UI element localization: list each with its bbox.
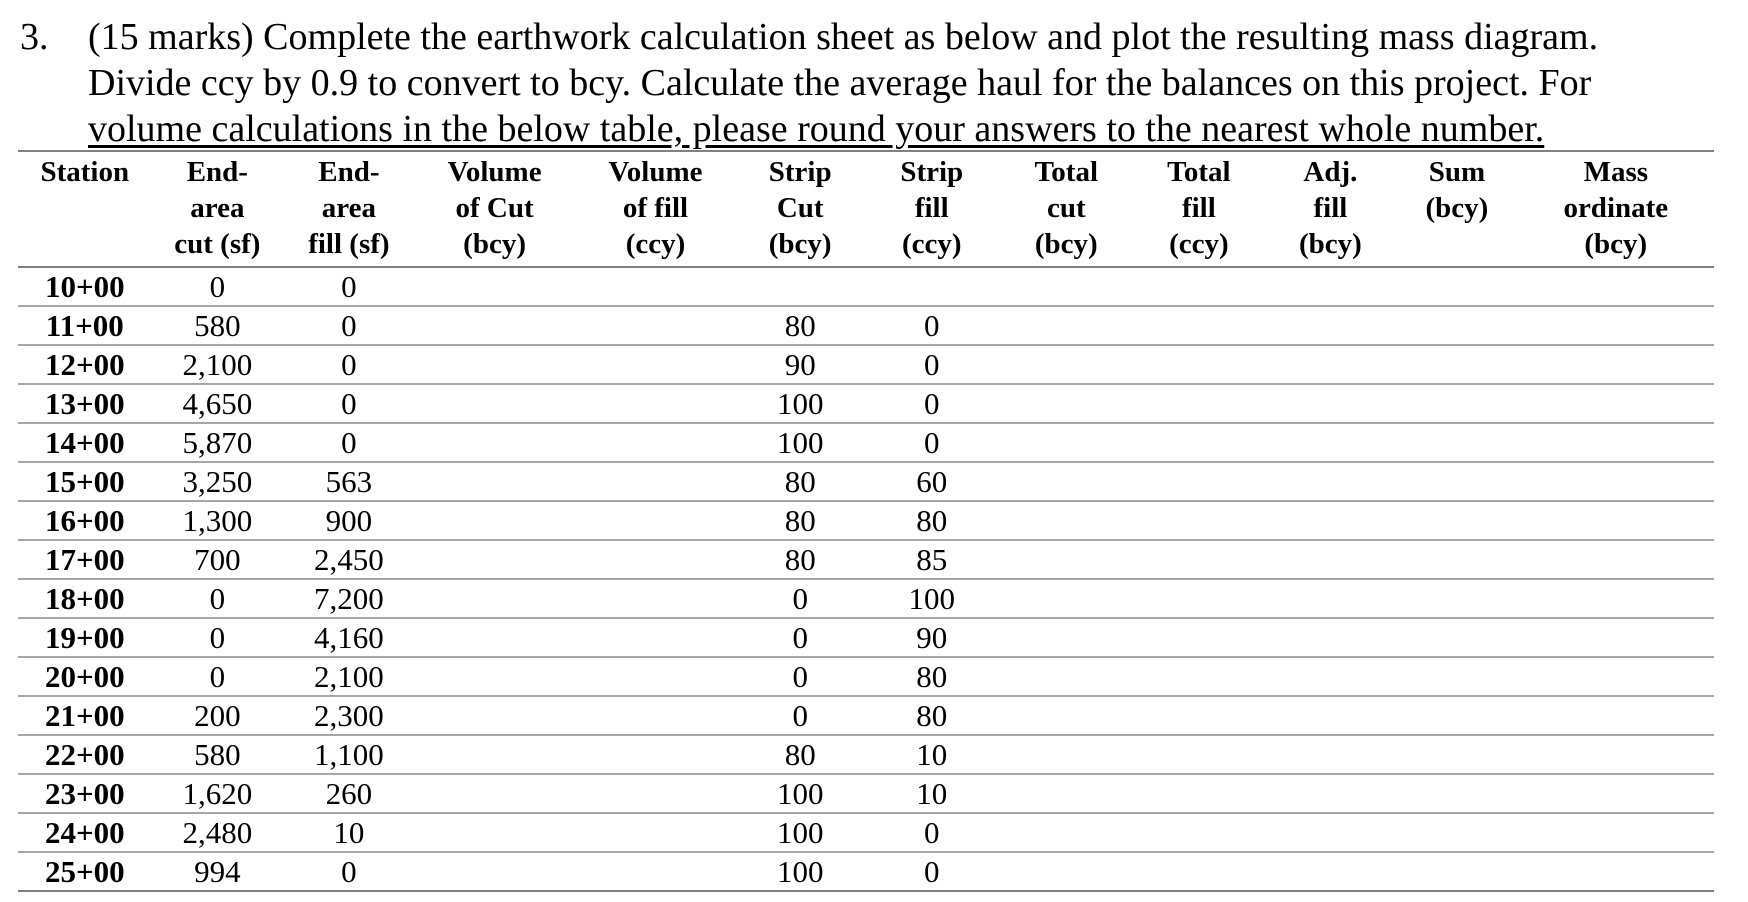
volume-cut-cell: [415, 501, 575, 540]
mass-ordinate-cell: [1518, 813, 1714, 852]
volume-cut-cell: [415, 423, 575, 462]
volume-fill-cell: [575, 306, 737, 345]
strip-cut-cell: 0: [736, 696, 864, 735]
adj-fill-cell: [1265, 813, 1397, 852]
table-body: [18, 267, 1714, 891]
volume-cut-cell: [415, 462, 575, 501]
header-text: Sum: [1428, 156, 1486, 188]
total-cut-cell: [1000, 852, 1134, 891]
header-text: fill: [914, 192, 949, 224]
total-fill-cell: [1133, 735, 1265, 774]
station-cell: 20+00: [18, 657, 152, 696]
end-area-cut-cell: 0: [152, 657, 284, 696]
end-area-fill-cell: 563: [283, 462, 415, 501]
strip-cut-cell: 80: [736, 735, 864, 774]
volume-cut-cell: [415, 735, 575, 774]
mass-ordinate-cell: [1518, 462, 1714, 501]
total-cut-cell: [1000, 657, 1134, 696]
total-fill-cell: [1133, 306, 1265, 345]
header-text: (bcy): [768, 228, 832, 260]
sum-cell: [1396, 657, 1517, 696]
end-area-fill-cell: 0: [283, 345, 415, 384]
question-line: (15 marks) Complete the earthwork calculation sheet as below and plot the resulting mass diagram.: [88, 16, 1599, 58]
end-area-cut-cell: 0: [152, 618, 284, 657]
header-text: Adj.: [1303, 156, 1358, 188]
strip-cut-cell: 80: [736, 540, 864, 579]
station-cell: 13+00: [18, 384, 152, 423]
total-cut-cell: [1000, 462, 1134, 501]
volume-cut-cell: [415, 306, 575, 345]
total-cut-cell: [1000, 345, 1134, 384]
sum-cell: [1396, 345, 1517, 384]
end-area-fill-cell: 7,200: [283, 579, 415, 618]
mass-ordinate-cell: [1518, 735, 1714, 774]
end-area-cut-cell: 0: [152, 579, 284, 618]
header-text: Strip: [768, 156, 832, 188]
end-area-cut-cell: 2,480: [152, 813, 284, 852]
strip-fill-cell: 0: [864, 384, 1000, 423]
table-row: [18, 579, 1714, 618]
sum-cell: [1396, 618, 1517, 657]
strip-cut-cell: 90: [736, 345, 864, 384]
strip-cut-cell: 80: [736, 462, 864, 501]
end-area-fill-cell: 0: [283, 384, 415, 423]
header-text: Station: [40, 156, 130, 188]
earthwork-calculation-table: [18, 150, 1714, 892]
volume-fill-cell: [575, 618, 737, 657]
strip-fill-cell: 0: [864, 813, 1000, 852]
strip-cut-cell: 100: [736, 813, 864, 852]
table-row: [18, 345, 1714, 384]
table-row: [18, 618, 1714, 657]
total-cut-cell: [1000, 501, 1134, 540]
table-row: [18, 657, 1714, 696]
header-text: area: [321, 192, 376, 224]
end-area-cut-cell: 580: [152, 735, 284, 774]
header-text: Volume: [447, 156, 542, 188]
end-area-fill-cell: 0: [283, 852, 415, 891]
end-area-cut-cell: 4,650: [152, 384, 284, 423]
total-fill-cell: [1133, 618, 1265, 657]
header-text: Cut: [776, 192, 824, 224]
header-total-cut: [1000, 151, 1134, 267]
adj-fill-cell: [1265, 267, 1397, 306]
strip-cut-cell: 0: [736, 579, 864, 618]
total-cut-cell: [1000, 579, 1134, 618]
header-end-area-fill: [283, 151, 415, 267]
mass-ordinate-cell: [1518, 852, 1714, 891]
volume-cut-cell: [415, 267, 575, 306]
total-fill-cell: [1133, 501, 1265, 540]
end-area-cut-cell: 2,100: [152, 345, 284, 384]
header-mass-ordinate: [1518, 151, 1714, 267]
table-row: [18, 852, 1714, 891]
header-text: (bcy): [1584, 228, 1648, 260]
station-cell: 22+00: [18, 735, 152, 774]
table-row: [18, 696, 1714, 735]
strip-cut-cell: 100: [736, 384, 864, 423]
header-text: cut: [1046, 192, 1086, 224]
total-fill-cell: [1133, 345, 1265, 384]
header-station: [18, 151, 152, 267]
sum-cell: [1396, 306, 1517, 345]
end-area-cut-cell: 994: [152, 852, 284, 891]
table-row: [18, 267, 1714, 306]
header-strip-cut: [736, 151, 864, 267]
total-cut-cell: [1000, 540, 1134, 579]
end-area-fill-cell: 0: [283, 423, 415, 462]
strip-cut-cell: 80: [736, 306, 864, 345]
total-cut-cell: [1000, 696, 1134, 735]
header-text: area: [190, 192, 245, 224]
end-area-fill-cell: 4,160: [283, 618, 415, 657]
end-area-cut-cell: 580: [152, 306, 284, 345]
header-text: Volume: [608, 156, 703, 188]
adj-fill-cell: [1265, 306, 1397, 345]
station-cell: 17+00: [18, 540, 152, 579]
total-cut-cell: [1000, 774, 1134, 813]
strip-cut-cell: 100: [736, 774, 864, 813]
total-fill-cell: [1133, 267, 1265, 306]
total-cut-cell: [1000, 384, 1134, 423]
adj-fill-cell: [1265, 579, 1397, 618]
table-row: [18, 384, 1714, 423]
table-row: [18, 540, 1714, 579]
station-cell: 21+00: [18, 696, 152, 735]
end-area-cut-cell: 200: [152, 696, 284, 735]
station-cell: 10+00: [18, 267, 152, 306]
total-fill-cell: [1133, 696, 1265, 735]
mass-ordinate-cell: [1518, 501, 1714, 540]
header-text: ordinate: [1563, 192, 1669, 224]
sum-cell: [1396, 267, 1517, 306]
header-text: Strip: [900, 156, 964, 188]
mass-ordinate-cell: [1518, 306, 1714, 345]
total-fill-cell: [1133, 657, 1265, 696]
mass-ordinate-cell: [1518, 696, 1714, 735]
volume-fill-cell: [575, 657, 737, 696]
station-cell: 25+00: [18, 852, 152, 891]
question-line: volume calculations in the below table, please round your answers to the nearest whole number.: [88, 108, 1545, 150]
question-line: Divide ccy by 0.9 to convert to bcy. Calculate the average haul for the balances on this project. For: [88, 62, 1592, 104]
strip-fill-cell: 0: [864, 345, 1000, 384]
strip-cut-cell: [736, 267, 864, 306]
strip-fill-cell: 10: [864, 735, 1000, 774]
strip-fill-cell: 10: [864, 774, 1000, 813]
end-area-cut-cell: 5,870: [152, 423, 284, 462]
strip-fill-cell: 90: [864, 618, 1000, 657]
volume-cut-cell: [415, 852, 575, 891]
total-fill-cell: [1133, 540, 1265, 579]
sum-cell: [1396, 774, 1517, 813]
total-fill-cell: [1133, 852, 1265, 891]
sum-cell: [1396, 462, 1517, 501]
mass-ordinate-cell: [1518, 345, 1714, 384]
adj-fill-cell: [1265, 384, 1397, 423]
table-row: [18, 774, 1714, 813]
station-cell: 14+00: [18, 423, 152, 462]
strip-cut-cell: 80: [736, 501, 864, 540]
mass-ordinate-cell: [1518, 657, 1714, 696]
end-area-fill-cell: 2,450: [283, 540, 415, 579]
volume-cut-cell: [415, 813, 575, 852]
volume-fill-cell: [575, 384, 737, 423]
adj-fill-cell: [1265, 540, 1397, 579]
total-fill-cell: [1133, 774, 1265, 813]
end-area-fill-cell: 900: [283, 501, 415, 540]
station-cell: 23+00: [18, 774, 152, 813]
mass-ordinate-cell: [1518, 618, 1714, 657]
station-cell: 16+00: [18, 501, 152, 540]
station-cell: 24+00: [18, 813, 152, 852]
sum-cell: [1396, 852, 1517, 891]
end-area-cut-cell: 1,620: [152, 774, 284, 813]
end-area-cut-cell: 700: [152, 540, 284, 579]
end-area-fill-cell: 1,100: [283, 735, 415, 774]
volume-cut-cell: [415, 657, 575, 696]
volume-cut-cell: [415, 384, 575, 423]
sum-cell: [1396, 384, 1517, 423]
adj-fill-cell: [1265, 735, 1397, 774]
mass-ordinate-cell: [1518, 267, 1714, 306]
header-text: of Cut: [455, 192, 534, 224]
strip-cut-cell: 100: [736, 423, 864, 462]
table-header-row: [18, 151, 1714, 267]
mass-ordinate-cell: [1518, 579, 1714, 618]
total-fill-cell: [1133, 423, 1265, 462]
station-cell: 18+00: [18, 579, 152, 618]
strip-fill-cell: 0: [864, 306, 1000, 345]
volume-fill-cell: [575, 540, 737, 579]
total-cut-cell: [1000, 267, 1134, 306]
volume-fill-cell: [575, 345, 737, 384]
volume-cut-cell: [415, 618, 575, 657]
header-text: fill: [1181, 192, 1216, 224]
total-fill-cell: [1133, 579, 1265, 618]
volume-cut-cell: [415, 579, 575, 618]
header-text: (ccy): [1169, 228, 1229, 260]
volume-fill-cell: [575, 462, 737, 501]
volume-fill-cell: [575, 813, 737, 852]
volume-fill-cell: [575, 774, 737, 813]
strip-fill-cell: 0: [864, 852, 1000, 891]
adj-fill-cell: [1265, 345, 1397, 384]
header-text: fill: [1313, 192, 1348, 224]
station-cell: 11+00: [18, 306, 152, 345]
total-fill-cell: [1133, 813, 1265, 852]
end-area-fill-cell: 260: [283, 774, 415, 813]
sum-cell: [1396, 501, 1517, 540]
adj-fill-cell: [1265, 852, 1397, 891]
station-cell: 19+00: [18, 618, 152, 657]
strip-fill-cell: 85: [864, 540, 1000, 579]
adj-fill-cell: [1265, 423, 1397, 462]
volume-fill-cell: [575, 501, 737, 540]
question-number: 3.: [20, 16, 49, 58]
header-text: (bcy): [463, 228, 526, 260]
header-text: (ccy): [901, 228, 962, 260]
volume-fill-cell: [575, 423, 737, 462]
mass-ordinate-cell: [1518, 423, 1714, 462]
strip-cut-cell: 0: [736, 618, 864, 657]
header-sum: [1396, 151, 1517, 267]
mass-ordinate-cell: [1518, 540, 1714, 579]
header-text: End-: [186, 156, 248, 188]
header-text: fill (sf): [308, 228, 390, 260]
header-volume-fill: [575, 151, 737, 267]
total-cut-cell: [1000, 306, 1134, 345]
adj-fill-cell: [1265, 657, 1397, 696]
header-text: of fill: [622, 192, 689, 224]
total-fill-cell: [1133, 384, 1265, 423]
adj-fill-cell: [1265, 696, 1397, 735]
total-fill-cell: [1133, 462, 1265, 501]
volume-cut-cell: [415, 540, 575, 579]
mass-ordinate-cell: [1518, 774, 1714, 813]
total-cut-cell: [1000, 618, 1134, 657]
adj-fill-cell: [1265, 618, 1397, 657]
end-area-cut-cell: 3,250: [152, 462, 284, 501]
header-text: (bcy): [1299, 228, 1362, 260]
strip-cut-cell: 0: [736, 657, 864, 696]
table-row: [18, 501, 1714, 540]
header-total-fill: [1133, 151, 1265, 267]
volume-fill-cell: [575, 267, 737, 306]
header-adj-fill: [1265, 151, 1397, 267]
end-area-fill-cell: 2,100: [283, 657, 415, 696]
sum-cell: [1396, 696, 1517, 735]
adj-fill-cell: [1265, 774, 1397, 813]
table-row: [18, 306, 1714, 345]
end-area-fill-cell: 2,300: [283, 696, 415, 735]
sum-cell: [1396, 735, 1517, 774]
strip-fill-cell: 0: [864, 423, 1000, 462]
volume-cut-cell: [415, 774, 575, 813]
strip-fill-cell: 100: [864, 579, 1000, 618]
station-cell: 15+00: [18, 462, 152, 501]
header-text: (bcy): [1425, 192, 1489, 224]
end-area-fill-cell: 10: [283, 813, 415, 852]
strip-cut-cell: 100: [736, 852, 864, 891]
sum-cell: [1396, 579, 1517, 618]
total-cut-cell: [1000, 423, 1134, 462]
adj-fill-cell: [1265, 501, 1397, 540]
volume-cut-cell: [415, 345, 575, 384]
end-area-fill-cell: 0: [283, 306, 415, 345]
total-cut-cell: [1000, 813, 1134, 852]
table-row: [18, 423, 1714, 462]
header-text: Mass: [1583, 156, 1649, 188]
question-text: [88, 14, 1708, 152]
header-text: (bcy): [1034, 228, 1098, 260]
mass-ordinate-cell: [1518, 384, 1714, 423]
station-cell: 12+00: [18, 345, 152, 384]
end-area-fill-cell: 0: [283, 267, 415, 306]
strip-fill-cell: 80: [864, 657, 1000, 696]
strip-fill-cell: 60: [864, 462, 1000, 501]
volume-fill-cell: [575, 579, 737, 618]
sum-cell: [1396, 813, 1517, 852]
sum-cell: [1396, 540, 1517, 579]
header-text: Total: [1167, 156, 1231, 188]
volume-fill-cell: [575, 735, 737, 774]
header-text: Total: [1034, 156, 1099, 188]
header-text: cut (sf): [174, 228, 261, 260]
total-cut-cell: [1000, 735, 1134, 774]
table-row: [18, 813, 1714, 852]
end-area-cut-cell: 0: [152, 267, 284, 306]
header-strip-fill: [864, 151, 1000, 267]
header-text: End-: [318, 156, 380, 188]
strip-fill-cell: [864, 267, 1000, 306]
sum-cell: [1396, 423, 1517, 462]
header-end-area-cut: [152, 151, 284, 267]
end-area-cut-cell: 1,300: [152, 501, 284, 540]
volume-fill-cell: [575, 696, 737, 735]
adj-fill-cell: [1265, 462, 1397, 501]
header-volume-cut: [415, 151, 575, 267]
strip-fill-cell: 80: [864, 696, 1000, 735]
table-row: [18, 735, 1714, 774]
volume-cut-cell: [415, 696, 575, 735]
table-row: [18, 462, 1714, 501]
volume-fill-cell: [575, 852, 737, 891]
header-text: (ccy): [625, 228, 686, 260]
strip-fill-cell: 80: [864, 501, 1000, 540]
